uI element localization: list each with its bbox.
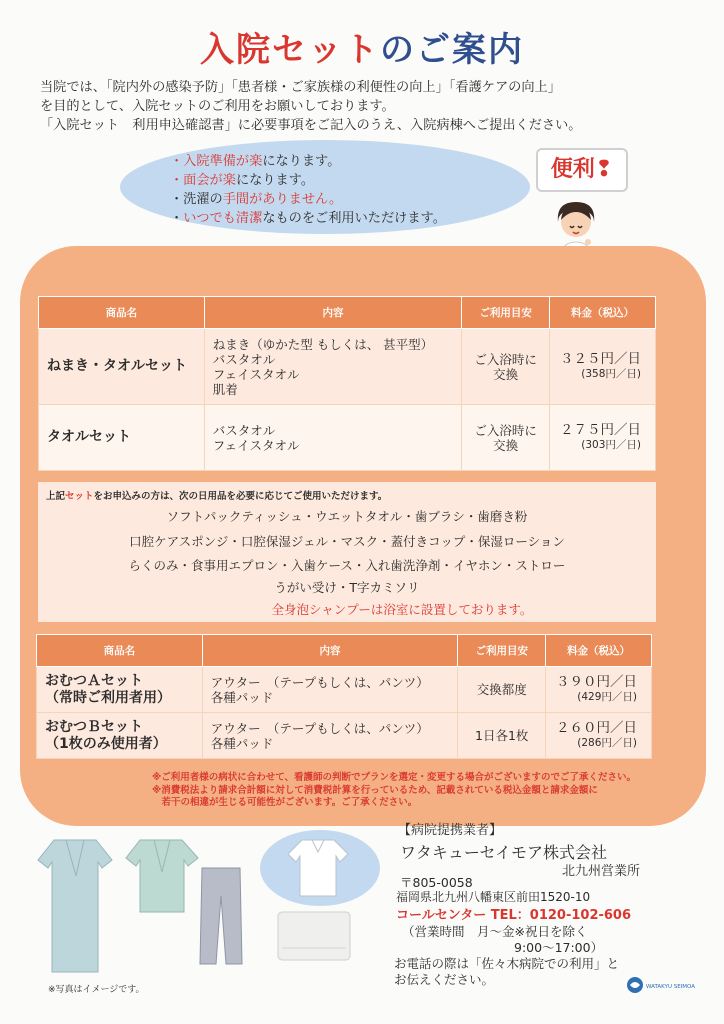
vendor-branch: 北九州営業所: [562, 864, 641, 879]
column-header: ご利用目安: [458, 635, 546, 667]
caution-line: 若干の相違が生じる可能性がございます。ご了承ください。: [152, 797, 418, 808]
postal-code: 〒805-0058: [400, 875, 473, 890]
usage-guide: 1日各1枚: [458, 713, 546, 759]
product-name: [37, 667, 203, 713]
heading-highlight: セット: [65, 491, 94, 502]
caution-notes: [152, 772, 636, 810]
guide-line: 交換: [493, 437, 519, 453]
price: ３２５円／日: [560, 350, 641, 367]
guide-line: ご入浴時に: [474, 422, 537, 438]
towel-icon: [276, 908, 352, 964]
vendor-label: 【病院提携業者】: [398, 823, 503, 838]
set-price-table: [38, 296, 656, 471]
table-header-row: [39, 297, 656, 329]
vendor-address: 福岡県北九州八幡東区前田1520-10: [396, 890, 591, 904]
business-hours: （営業時間 月～金※祝日を除く: [402, 924, 588, 939]
company-logo-icon: [626, 975, 710, 995]
product-name-line: おむつＢセット: [45, 718, 143, 735]
jinbei-top-icon: [124, 836, 200, 916]
product-content: [204, 329, 462, 405]
usage-guide: [462, 405, 550, 471]
table-row: [37, 667, 652, 713]
column-header: 内容: [202, 635, 458, 667]
column-header: 商品名: [37, 635, 203, 667]
title-suffix: のご案内: [380, 30, 524, 70]
table-row: [39, 329, 656, 405]
table-header-row: [37, 635, 652, 667]
price-cell: [550, 405, 656, 471]
price-cell: [546, 713, 652, 759]
benefit-item: [170, 190, 446, 209]
table-row: [37, 713, 652, 759]
yukata-gown-icon: [36, 836, 114, 976]
guide-line: 交換: [493, 366, 519, 382]
page-title: [0, 22, 724, 71]
intro-line: 当院では、「院内外の感染予防」「患者様・ご家族様の利便性の向上」「看護ケアの向上」: [40, 80, 561, 95]
heading-text: をお申込みの方は、次の日用品を必要に応じてご使用いただけます。: [93, 491, 388, 502]
content-item: 各種パッド: [210, 735, 274, 751]
benefit-item: [170, 171, 446, 190]
content-item: フェイスタオル: [212, 366, 300, 382]
caution-line: ※消費税法より請求合計額に対して消費税計算を行っているため、記載されている税込金額と請求金額に: [152, 784, 598, 796]
price-tax: (429円／日): [577, 690, 637, 703]
content-item: アウター （テープもしくは、パンツ）: [210, 720, 429, 736]
price: ２７５円／日: [560, 421, 641, 438]
business-hours-time: 9:00～17:00）: [514, 940, 604, 955]
vendor-name: ワタキューセイモア株式会社: [400, 843, 608, 862]
column-header: 商品名: [39, 297, 205, 329]
price-cell: [550, 329, 656, 405]
column-header: 内容: [204, 297, 462, 329]
product-name-line: （1枚のみ使用者）: [45, 735, 167, 752]
content-item: アウター （テープもしくは、パンツ）: [210, 674, 429, 690]
table-row: [39, 405, 656, 471]
product-content: [202, 667, 458, 713]
product-name-line: おむつＡセット: [45, 672, 143, 689]
benefit-highlight: 手間がありません。: [222, 192, 343, 207]
price: ３９０円／日: [556, 673, 637, 690]
caution-line: ※ご利用者様の病状に合わせて、看護師の判断でプランを選定・変更する場合がございますのでご了承ください。: [152, 772, 637, 783]
photo-note: ※写真はイメージです。: [48, 985, 145, 995]
product-content: [204, 405, 462, 471]
goods-line: うがい受け・T字カミソリ: [274, 580, 420, 595]
phone-note: お伝えください。: [394, 972, 495, 987]
product-name: ねまき・タオルセット: [39, 329, 205, 405]
intro-text: [40, 78, 700, 135]
price-cell: [546, 667, 652, 713]
shampoo-note: 全身泡シャンプーは浴室に設置しております。: [271, 602, 533, 617]
price: ２６０円／日: [556, 719, 637, 736]
content-item: フェイスタオル: [212, 437, 300, 453]
product-content: [202, 713, 458, 759]
content-item: ねまき（ゆかた型 もしくは、 甚平型）: [212, 336, 434, 352]
daily-goods-heading: [46, 488, 387, 502]
goods-line: ソフトパックティッシュ・ウエットタオル・歯ブラシ・歯磨き粉: [166, 509, 528, 524]
column-header: 料金（税込）: [550, 297, 656, 329]
intro-line: 「入院セット 利用申込確認書」に必要事項をご記入のうえ、入院病棟へご提出ください。: [40, 118, 582, 133]
product-name: タオルセット: [39, 405, 205, 471]
usage-guide: 交換都度: [458, 667, 546, 713]
goods-line: らくのみ・食事用エプロン・入歯ケース・入れ歯洗浄剤・イヤホン・ストロー: [128, 558, 566, 573]
column-header: ご利用目安: [462, 297, 550, 329]
heading-text: 上記: [46, 491, 66, 502]
benefit-highlight: いつでも清潔: [183, 211, 263, 226]
benefit-text: なものをご利用いただけます。: [262, 211, 446, 226]
product-name: [37, 713, 203, 759]
benefit-text: になります。: [235, 173, 315, 188]
content-item: 肌着: [212, 381, 238, 397]
benefit-highlight: ・面会が楽: [170, 173, 236, 188]
guide-line: ご入浴時に: [474, 351, 537, 367]
benefit-text: ・: [170, 211, 184, 226]
goods-line: 口腔ケアスポンジ・口腔保湿ジェル・マスク・蓋付きコップ・保湿ローション: [129, 534, 565, 549]
price-tax: (303円／日): [581, 438, 641, 451]
pants-icon: [198, 866, 244, 966]
usage-guide: [462, 329, 550, 405]
benefits-list: [170, 152, 446, 228]
benefit-text: ・洗濯の: [170, 192, 223, 207]
product-name-line: （常時ご利用者用）: [45, 689, 171, 706]
diaper-price-table: [36, 634, 652, 759]
logo-text: WATAKYU SEIMOA: [646, 984, 696, 990]
column-header: 料金（税込）: [546, 635, 652, 667]
price-tax: (286円／日): [577, 736, 637, 749]
title-main: 入院セット: [200, 30, 380, 70]
benefit-highlight: ・入院準備が楽: [170, 154, 263, 169]
underwear-shirt-icon: [286, 838, 350, 898]
content-item: バスタオル: [212, 422, 276, 438]
call-center-phone: コールセンター TEL：0120-102-606: [396, 908, 632, 923]
intro-line: を目的として、入院セットのご利用をお願いしております。: [40, 99, 395, 114]
benefit-text: になります。: [262, 154, 341, 169]
price-tax: (358円／日): [581, 367, 641, 380]
phone-note: お電話の際は「佐々木病院での利用」と: [394, 956, 620, 971]
benefit-item: [170, 209, 446, 228]
content-item: 各種パッド: [210, 689, 274, 705]
content-item: バスタオル: [212, 351, 276, 367]
convenient-badge: 便利❢: [536, 148, 628, 192]
benefit-item: [170, 152, 446, 171]
